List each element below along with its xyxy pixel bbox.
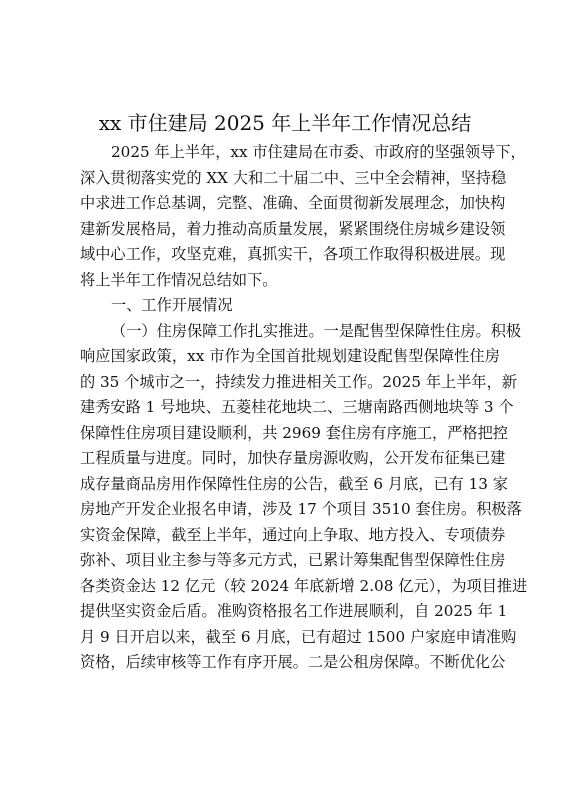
paragraph-line: 工程质量与进度。同时，加快存量房源收购，公开发布征集已建: [80, 449, 506, 467]
paragraph-line: 实资金保障，截至上半年，通过向上争取、地方投入、专项债券: [80, 525, 506, 544]
paragraph-line: 提供坚实资金后盾。准购资格报名工作进展顺利，自 2025 年 1: [80, 602, 508, 620]
paragraph-line: 中求进工作总基调，完整、准确、全面贯彻新发展理念，加快构: [80, 194, 506, 212]
paragraph-line: 资格，后续审核等工作有序开展。二是公租房保障。不断优化公: [80, 653, 506, 671]
paragraph-line: 建新发展格局，着力推动高质量发展，紧紧围绕住房城乡建设领: [80, 219, 506, 238]
paragraph-line: 保障性住房项目建设顺利，共 2969 套住房有序施工，严格把控: [80, 423, 508, 442]
paragraph-line: 2025 年上半年，xx 市住建局在市委、市政府的坚强领导下，: [111, 143, 526, 161]
section-heading: 一、工作开展情况: [111, 296, 233, 314]
paragraph-line: 响应国家政策，xx 市作为全国首批规划建设配售型保障性住房: [80, 347, 500, 365]
document-title: xx 市住建局 2025 年上半年工作情况总结: [98, 111, 472, 135]
paragraph-line: 的 35 个城市之一，持续发力推进相关工作。2025 年上半年，新: [80, 372, 517, 391]
paragraph-line: 成存量商品房用作保障性住房的公告，截至 6 月底，已有 13 家: [80, 474, 508, 493]
paragraph-line: 深入贯彻落实党的 XX 大和二十届二中、三中全会精神，坚持稳: [80, 168, 507, 187]
paragraph-line: （一）住房保障工作扎实推进。一是配售型保障性住房。积极: [111, 321, 522, 340]
paragraph-line: 各类资金达 12 亿元（较 2024 年底新增 2.08 亿元），为项目推进: [80, 576, 528, 595]
paragraph-line: 房地产开发企业报名申请，涉及 17 个项目 3510 套住房。积极落: [80, 500, 522, 518]
paragraph-line: 域中心工作，攻坚克难，真抓实干，各项工作取得积极进展。现: [80, 245, 506, 263]
paragraph-line: 建秀安路 1 号地块、五菱桂花地块二、三塘南路西侧地块等 3 个: [80, 398, 514, 416]
paragraph-line: 弥补、项目业主参与等多元方式，已累计筹集配售型保障性住房: [80, 551, 506, 569]
paragraph-line: 月 9 日开启以来，截至 6 月底，已有超过 1500 户家庭申请准购: [80, 627, 517, 646]
document-body: [80, 140, 528, 676]
paragraph-line: 将上半年工作情况总结如下。: [80, 270, 278, 289]
